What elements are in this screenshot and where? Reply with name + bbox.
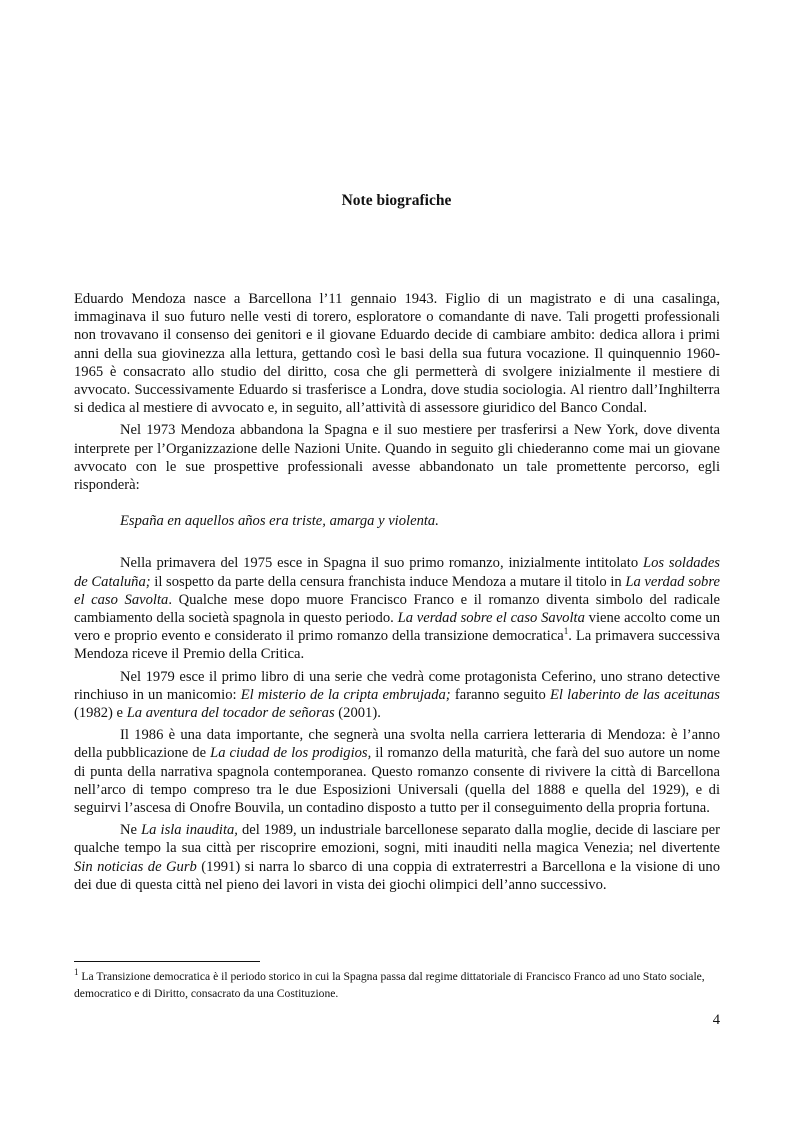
footnote-text: La Transizione democratica è il periodo storico in cui la Spagna passa dal regime dittatoriale di Francisco Franco ad uno Stato sociale, democratico e di Diritto, consacrato da una Costituzione. <box>74 970 705 1000</box>
book-title: La verdad sobre el caso Savolta <box>397 610 585 627</box>
paragraph-1: Eduardo Mendoza nasce a Barcellona l’11 gennaio 1943. Figlio di un magistrato e di una casalinga, immaginava il suo futuro nelle vesti di torero, esploratore o comandante di nave. Tali progetti professionali non trovavano il consenso dei genitori e il giovane Eduardo decide di cambiare ambito: dedica allora i primi anni della sua giovinezza alla lettura, gettando così le basi della sua futura vocazione. Il quinquennio 1960-1965 è consacrato allo studio del diritto, cosa che gli permetterà di svolgere inizialmente il mestiere di avvocato. Successivamente Eduardo si trasferisce a Londra, dove studia sociologia. Al rientro dall’Inghilterra si dedica al mestiere di avvocato e, in seguito, all’attività di assessore giuridico del Banco Condal. <box>74 291 720 417</box>
paragraph-2: Nel 1973 Mendoza abbandona la Spagna e il suo mestiere per trasferirsi a New York, dove diventa interprete per l’Organizzazione delle Nazioni Unite. Quando in seguito gli chiederanno come mai un giovane avvocato con le sue prospettive professionali avesse abbandonato un tale promettente percorso, egli risponderà: <box>74 422 720 494</box>
paragraph-3 <box>74 554 720 663</box>
book-title: La isla inaudita, <box>141 822 238 839</box>
text-run: . Qualche mese dopo muore Francisco Franco e il romanzo diventa simbolo del radicale cambiamento della società spagnola in questo periodo. <box>74 591 720 627</box>
quote: España en aquellos años era triste, amarga y violenta. <box>120 513 439 530</box>
book-title: La ciudad de los prodigios, <box>210 745 372 762</box>
footnote-mark: 1 <box>74 967 79 978</box>
text-run: il romanzo della maturità, che farà del suo autore un nome di punta della narrativa spagnola contemporanea. Questo romanzo consente di rivivere la città di Barcellona nell’arco di tempo compreso tra le due Esposizioni Universali (quella del 1888 e quella del 1929), e di seguirvi l’ascesa di Onofre Bouvila, un contadino disposto a tutto per il conseguimento della propria fortuna. <box>74 745 720 817</box>
text-run: Nella primavera del 1975 esce in Spagna il suo primo romanzo, inizialmente intitolato <box>120 555 643 572</box>
book-title: La verdad sobre el caso Savolta <box>74 573 720 608</box>
text-run: il sospetto da parte della censura franchista induce Mendoza a mutare il titolo in <box>150 573 626 590</box>
text-run: (1991) si narra lo sbarco di una coppia di extraterrestri a Barcellona e la visione di uno dei due di questa città nel pieno dei lavori in vista dei giochi olimpici dell’anno successivo. <box>74 858 720 893</box>
page-title: Note biografiche <box>341 192 452 209</box>
text-run: Nel 1979 esce il primo libro di una serie che vedrà come protagonista Ceferino, uno strano detective rinchiuso in un manicomio: <box>74 668 720 703</box>
page-number: 4 <box>712 1012 720 1028</box>
footnote <box>74 968 720 1002</box>
paragraph-5 <box>74 726 720 817</box>
text-run: (1982) e <box>74 705 127 722</box>
body-text <box>74 290 720 894</box>
book-title: La aventura del tocador de señoras <box>126 705 335 722</box>
book-title: El laberinto de las aceitunas <box>549 686 720 703</box>
text-run: del 1989, un industriale barcellonese separato dalla moglie, decide di lasciare per qualche tempo la sua città per riscoprire emozioni, sogni, miti inauditi nella magica Venezia; nel divertente <box>74 822 721 857</box>
book-title: El misterio de la cripta embrujada; <box>240 686 451 703</box>
footnote-reference[interactable]: 1 <box>563 626 569 637</box>
text-run: . La primavera successiva Mendoza riceve il Premio della Critica. <box>74 628 721 663</box>
text-run: Il 1986 è una data importante, che segnerà una svolta nella carriera letteraria di Mendoza: è l’anno della pubblicazione de <box>74 727 720 762</box>
paragraph-6 <box>74 821 720 894</box>
book-title: Los soldades de Cataluña; <box>74 555 720 590</box>
paragraph-4 <box>74 668 720 723</box>
book-title: Sin noticias de Gurb <box>74 858 197 875</box>
text-run: faranno seguito <box>450 686 550 703</box>
text-run: viene accolto come un vero e proprio evento e considerato il primo romanzo della transizione democratica <box>74 610 720 645</box>
text-run: (2001). <box>334 705 381 722</box>
footnote-separator <box>74 961 260 962</box>
text-run: Ne <box>120 822 142 839</box>
